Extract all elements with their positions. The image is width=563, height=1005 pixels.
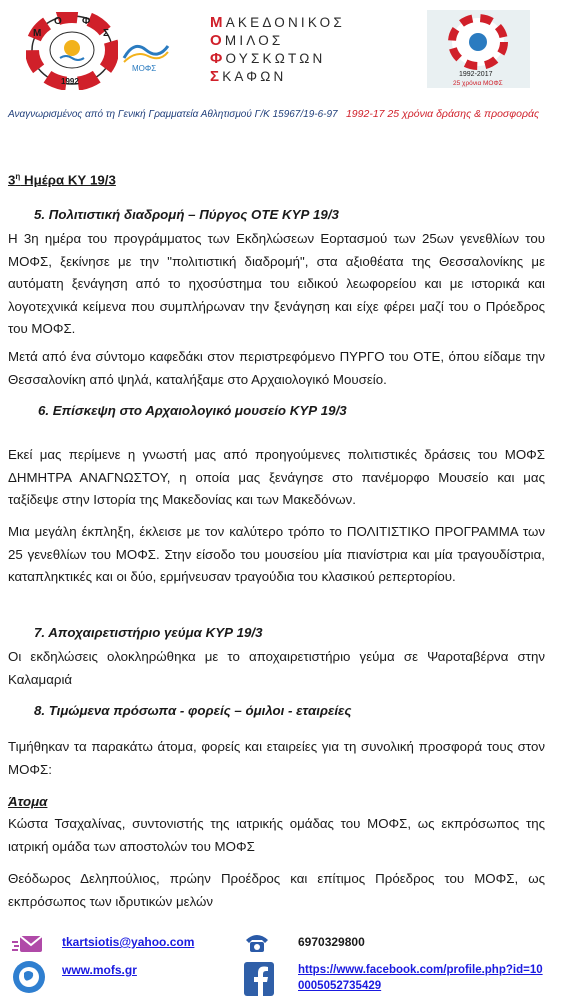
mofs-wave-logo	[120, 36, 172, 74]
logo-letter-3: Φ	[82, 16, 91, 27]
section-8-heading: 8. Τιμώμενα πρόσωπα - φορείς – όμιλοι - εταιρείες	[34, 703, 352, 718]
paragraph-2: Μετά από ένα σύντομο καφεδάκι στον περιστρεφόμενο ΠΥΡΓΟ του ΟΤΕ, όπου είδαμε την Θεσσαλονίκη από ψηλά, καταλήξαμε στο Αρχαιολογικό Μουσείο.	[8, 349, 545, 387]
paragraph-1: Η 3η ημέρα του προγράμματος των Εκδηλώσεων Εορτασμού των 25ων γενεθλίων του ΜΟΦΣ, ξεκίνησε με την "πολιτιστική διαδρομή", στα αξιοθέατα της Θεσσαλονίκης με αυτόματη ξενάγηση από το ηχοσύστημα του ειδικού λεωφορείου και με ιστορικά και λογοτεχνικά κείμενα που συμπλήρωναν την ξενάγηση και είχε φέρει μαζί του ο Πρόεδρος του ΜΟΦΣ.	[8, 231, 545, 336]
section-6-heading: 6. Επίσκεψη στο Αρχαιολογικό μουσείο ΚΥΡ 19/3	[38, 403, 347, 418]
paragraph-4: Μια μεγάλη έκπληξη, έκλεισε με τον καλύτερο τρόπο το ΠΟΛΙΤΙΣΤΙΚΟ ΠΡΟΓΡΑΜΜΑ των 25 γενεθλίων του ΜΟΦΣ. Στην είσοδο του μουσείου μία πιανίστρια και μία τραγουδίστρια, καταπληκτικές και οι δύο, ερμήνευσαν τραγούδια του κλασικού ρεπερτορίου.	[8, 524, 545, 584]
logo-letter-2: Ο	[54, 16, 62, 27]
org-line-4: ΣΚΑΦΩΝ	[210, 68, 287, 85]
anniversary-logo	[427, 10, 530, 88]
logo-letter-4: Σ	[103, 28, 110, 39]
paragraph-6: Τιμήθηκαν τα παρακάτω άτομα, φορείς και εταιρείες για τη συνολική προσφορά τους στον ΜΟΦΣ:	[8, 739, 545, 777]
facebook-link[interactable]: https://www.facebook.com/profile.php?id=100005052735429	[298, 964, 543, 992]
phone-number: 6970329800	[298, 935, 365, 949]
section-5-heading: 5. Πολιτιστική διαδρομή – Πύργος ΟΤΕ ΚΥΡ 19/3	[34, 207, 339, 222]
website-link[interactable]: www.mofs.gr	[62, 963, 137, 977]
logo-letter-1: Μ	[33, 28, 42, 39]
day-heading: $3^\eta$ Ημέρα ΚΥ 19/3	[8, 172, 116, 188]
facebook-icon	[244, 962, 274, 996]
paragraph-8: Θεόδωρος Δεληπούλιος, πρώην Προέδρος και επίτιμος Πρόεδρος του ΜΟΦΣ, ως εκπρόσωπος των ιδρυτικών μελών	[8, 871, 545, 909]
phone-icon	[244, 932, 270, 954]
persons-heading: Άτομα	[8, 794, 48, 809]
org-name	[210, 14, 410, 86]
logo-year: 1992	[61, 77, 79, 86]
wave-logo-text: ΜΟΦΣ	[132, 64, 157, 73]
org-line-1: ΜΑΚΕΔΟΝΙΚΟΣ	[210, 14, 345, 31]
org-line-3: ΦΟΥΣΚΩΤΩΝ	[210, 50, 326, 67]
mofs-lifebuoy-logo	[26, 12, 118, 90]
org-line-2: ΟΜΙΛΟΣ	[210, 32, 284, 49]
paragraph-5: Οι εκδηλώσεις ολοκληρώθηκα με το αποχαιρετιστήριο γεύμα σε Ψαροταβέρνα στην Καλαμαριά	[8, 649, 545, 687]
recognition-text: Αναγνωρισμένος από τη Γενική Γραμματεία Αθλητισμού Γ/Κ 15967/19-6-97	[8, 109, 338, 120]
paragraph-3: Εκεί μας περίμενε η γνωστή μας από προηγούμενες πολιτιστικές δράσεις του ΜΟΦΣ ΔΗΜΗΤΡΑ ΑΝΑΓΝΩΣΤΟΥ, η οποία μας ξενάγησε στο πανέμορφο Μουσείο και μας ταξίδεψε στην Ιστορία της Μακεδονίας και των Μακεδόνων.	[8, 447, 545, 507]
anniversary-caption: 25 χρόνια ΜΟΦΣ	[453, 80, 503, 87]
section-7-heading: 7. Αποχαιρετιστήριο γεύμα ΚΥΡ 19/3	[34, 625, 263, 640]
paragraph-7: Κώστα Τσαχαλίνας, συντονιστής της ιατρικής ομάδας του ΜΟΦΣ, ως εκπρόσωπος της ιατρική ομάδα των αποστολών του ΜΟΦΣ	[8, 816, 545, 854]
email-link[interactable]: tkartsiotis@yahoo.com	[62, 935, 195, 949]
anniversary-text: 1992-17 25 χρόνια δράσης & προσφοράς	[345, 108, 540, 120]
globe-icon	[12, 960, 46, 994]
recognition-line	[8, 108, 539, 120]
anniversary-years: 1992-2017	[459, 71, 493, 78]
email-icon	[10, 930, 46, 956]
